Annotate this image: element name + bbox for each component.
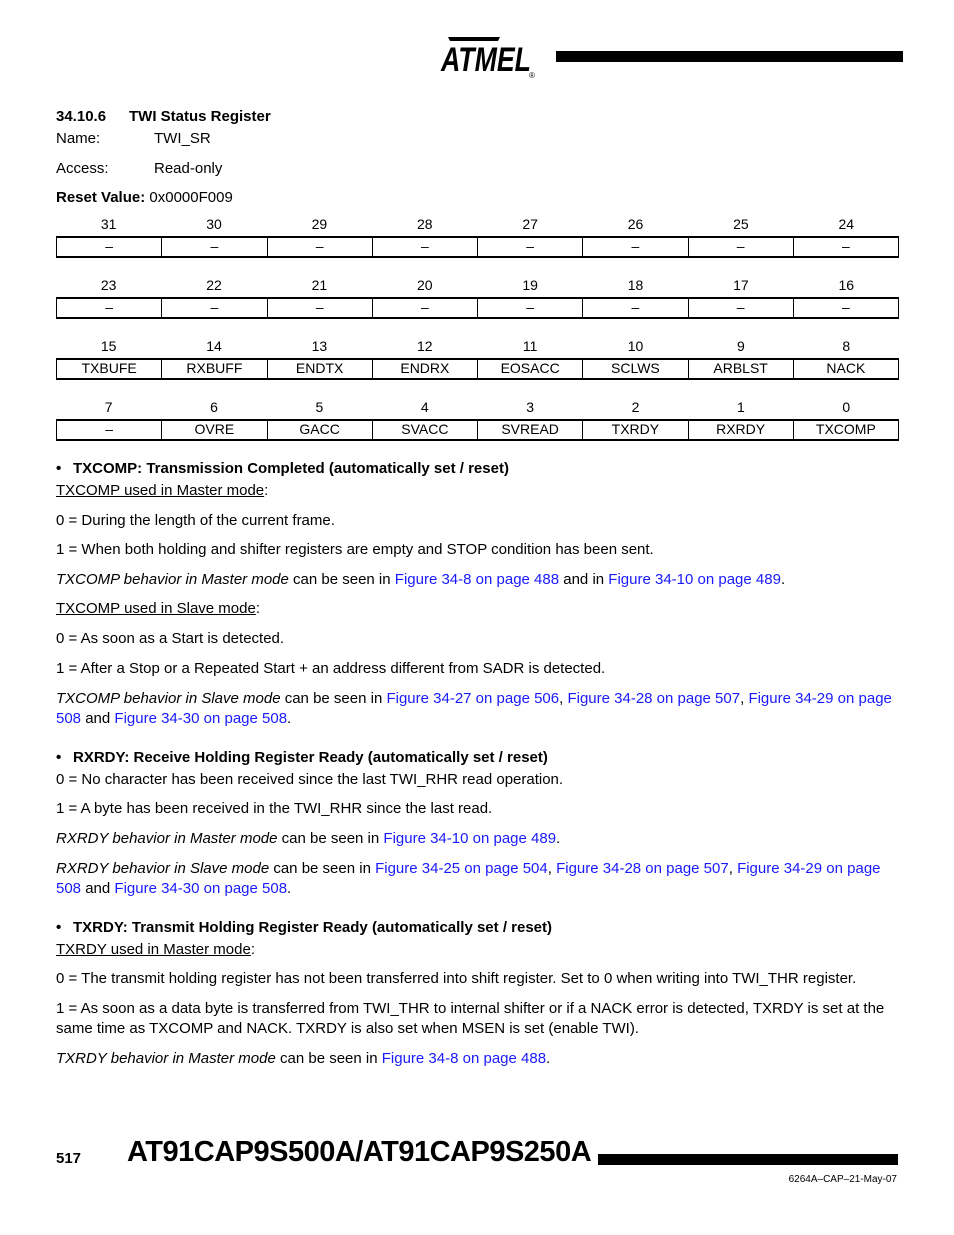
link-figure-34-29[interactable]: Figure 34-29 on page 508 — [56, 690, 892, 727]
register-byte-3 — [56, 216, 899, 258]
txcomp-slave-0: 0 = As soon as a Start is detected. — [56, 630, 285, 647]
link-figure-34-30[interactable]: Figure 34-30 on page 508 — [114, 710, 288, 727]
link-figure-34-27[interactable]: Figure 34-27 on page 506 — [386, 690, 560, 707]
link-figure-34-8[interactable]: Figure 34-8 on page 488 — [394, 571, 560, 588]
link-figure-34-30[interactable]: Figure 34-30 on page 508 — [114, 880, 288, 897]
register-access-row: Access: Read-only — [56, 160, 223, 177]
header-rule — [556, 51, 903, 62]
link-figure-34-10[interactable]: Figure 34-10 on page 489 — [608, 571, 781, 588]
bit-numbers: 15 14 13 12 11 10 9 8 — [100, 338, 851, 354]
link-figure-34-28[interactable]: Figure 34-28 on page 507 — [567, 690, 741, 707]
rxrdy-0: 0 = No character has been received since the last TWI_RHR read operation. — [56, 771, 564, 788]
bit-numbers: 31 30 29 28 27 26 25 24 — [100, 216, 855, 232]
txcomp-master-1: 1 = When both holding and shifter registers are empty and STOP condition has been sent. — [56, 541, 654, 558]
txcomp-master-label: TXCOMP used in Master mode: — [56, 482, 269, 499]
register-byte-0 — [56, 399, 899, 441]
register-byte-2 — [56, 277, 899, 319]
txcomp-master-0: 0 = During the length of the current frame. — [56, 512, 335, 529]
footer-rule — [598, 1154, 898, 1165]
rxrdy-slave-behavior: RXRDY behavior in Slave mode can be seen in Figure 34-25 on page 504, Figure 34-28 on page 507, Figure 34-29 on page 508 and Figure 34-30 on page 508. — [56, 860, 881, 897]
document-reference: 6264A–CAP–21-May-07 — [788, 1174, 897, 1185]
txrdy-master-behavior: TXRDY behavior in Master mode can be seen in Figure 34-8 on page 488. — [56, 1050, 551, 1067]
rxrdy-1: 1 = A byte has been received in the TWI_RHR since the last read. — [56, 800, 493, 817]
txcomp-slave-1: 1 = After a Stop or a Repeated Start + an address different from SADR is detected. — [56, 660, 606, 677]
bit-fields: – – – – – – – – — [56, 236, 899, 258]
link-figure-34-10[interactable]: Figure 34-10 on page 489 — [383, 830, 557, 847]
link-figure-34-8[interactable]: Figure 34-8 on page 488 — [381, 1050, 547, 1067]
txrdy-heading: • TXRDY: Transmit Holding Register Ready (automatically set / reset) — [56, 919, 553, 936]
section-title: 34.10.6 TWI Status Register — [56, 108, 271, 125]
bit-fields: – OVRE GACC SVACC SVREAD TXRDY RXRDY TXCOMP — [56, 419, 899, 441]
txrdy-master-label: TXRDY used in Master mode: — [56, 941, 255, 958]
txrdy-1: 1 = As soon as a data byte is transferred from TWI_THR to internal shifter or if a NACK error is detected, TXRDY is set at the same time as TXCOMP and NACK. TXRDY is also set when MSEN is set (enable TWI). — [56, 1000, 885, 1037]
txcomp-slave-label: TXCOMP used in Slave mode: — [56, 600, 260, 617]
rxrdy-master-behavior: RXRDY behavior in Master mode can be seen in Figure 34-10 on page 489. — [56, 830, 561, 847]
bit-fields: – – – – – – – – — [56, 297, 899, 319]
svg-text:®: ® — [529, 71, 535, 79]
txcomp-master-behavior: TXCOMP behavior in Master mode can be seen in Figure 34-8 on page 488 and in Figure 34-10 on page 489. — [56, 571, 786, 588]
txcomp-slave-behavior: TXCOMP behavior in Slave mode can be seen in Figure 34-27 on page 506, Figure 34-28 on page 507, Figure 34-29 on page 508 and Figure 34-30 on page 508. — [56, 690, 892, 727]
link-figure-34-28[interactable]: Figure 34-28 on page 507 — [556, 860, 729, 877]
bit-fields: TXBUFE RXBUFF ENDTX ENDRX EOSACC SCLWS ARBLST NACK — [56, 358, 899, 380]
bit-numbers: 7 6 5 4 3 2 1 0 — [104, 399, 851, 415]
rxrdy-heading: • RXRDY: Receive Holding Register Ready (automatically set / reset) — [56, 749, 548, 766]
page-number: 517 — [56, 1150, 82, 1167]
register-byte-1 — [56, 338, 899, 380]
atmel-logo — [440, 33, 538, 79]
register-name-row: Name: TWI_SR — [56, 130, 211, 147]
txrdy-0: 0 = The transmit holding register has not been transferred into shift register. Set to 0 when writing into TWI_THR register. — [56, 970, 857, 987]
register-reset-row: Reset Value: 0x0000F009 — [56, 189, 233, 206]
bit-numbers: 23 22 21 20 19 18 17 16 — [100, 277, 855, 293]
link-figure-34-29[interactable]: Figure 34-29 on page 508 — [56, 860, 881, 897]
txcomp-heading: • TXCOMP: Transmission Completed (automatically set / reset) — [56, 460, 509, 477]
link-figure-34-25[interactable]: Figure 34-25 on page 504 — [375, 860, 548, 877]
document-title: AT91CAP9S500A/AT91CAP9S250A — [127, 1136, 592, 1168]
svg-text:ATMEL: ATMEL — [440, 41, 531, 79]
